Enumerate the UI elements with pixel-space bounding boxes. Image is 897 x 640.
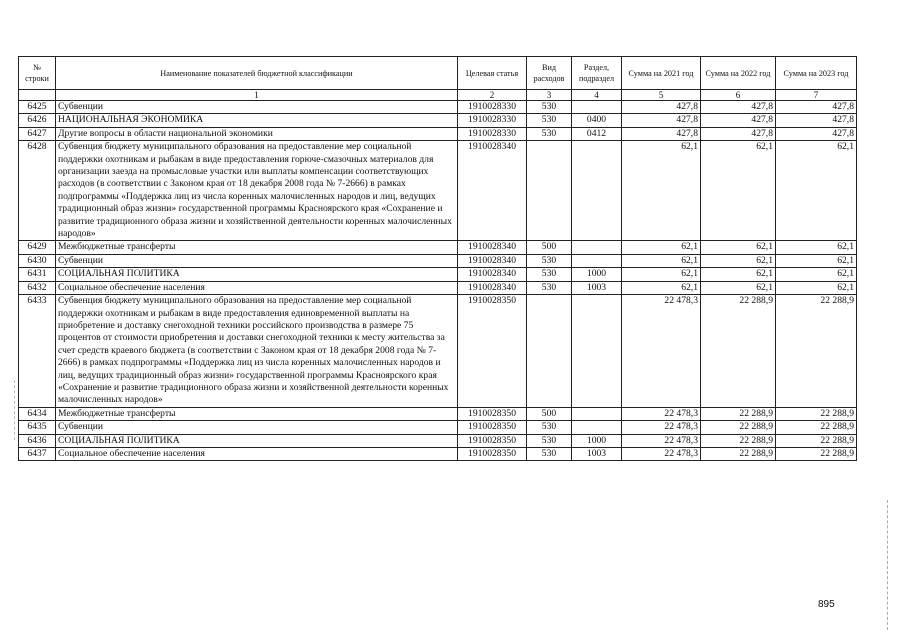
cell-target-article: 1910028330 xyxy=(458,127,527,140)
column-number: 2 xyxy=(458,90,527,101)
cell-section xyxy=(572,407,622,420)
cell-row-number: 6432 xyxy=(19,281,56,294)
header-sum-2022: Сумма на 2022 год xyxy=(701,57,776,90)
header-name: Наименование показателей бюджетной классификации xyxy=(56,57,458,90)
cell-name: СОЦИАЛЬНАЯ ПОЛИТИКА xyxy=(56,268,458,281)
cell-expense-kind: 530 xyxy=(527,254,572,267)
cell-section xyxy=(572,101,622,114)
scan-edge-mark xyxy=(887,500,889,630)
cell-target-article: 1910028350 xyxy=(458,421,527,434)
cell-expense-kind: 530 xyxy=(527,268,572,281)
cell-section: 0400 xyxy=(572,114,622,127)
table-row xyxy=(19,141,857,241)
budget-sheet xyxy=(18,56,856,461)
cell-sum-2022: 62,1 xyxy=(701,241,776,254)
column-number: 3 xyxy=(527,90,572,101)
cell-sum-2021: 427,8 xyxy=(622,114,701,127)
header-row-number: № строки xyxy=(19,57,56,90)
cell-sum-2022: 22 288,9 xyxy=(701,295,776,408)
cell-target-article: 1910028330 xyxy=(458,114,527,127)
cell-name: Социальное обеспечение населения xyxy=(56,447,458,460)
header-sum-2023: Сумма на 2023 год xyxy=(776,57,857,90)
header-sum-2021: Сумма на 2021 год xyxy=(622,57,701,90)
cell-name: Социальное обеспечение населения xyxy=(56,281,458,294)
cell-expense-kind: 530 xyxy=(527,127,572,140)
cell-section: 1003 xyxy=(572,447,622,460)
column-number: 5 xyxy=(622,90,701,101)
table-row xyxy=(19,281,857,294)
cell-sum-2022: 22 288,9 xyxy=(701,447,776,460)
cell-name: Субвенции xyxy=(56,421,458,434)
cell-sum-2021: 62,1 xyxy=(622,141,701,241)
cell-row-number: 6434 xyxy=(19,407,56,420)
cell-target-article: 1910028330 xyxy=(458,101,527,114)
cell-row-number: 6425 xyxy=(19,101,56,114)
cell-sum-2022: 22 288,9 xyxy=(701,407,776,420)
cell-sum-2021: 22 478,3 xyxy=(622,407,701,420)
table-row xyxy=(19,407,857,420)
cell-target-article: 1910028350 xyxy=(458,295,527,408)
table-body xyxy=(19,101,857,461)
cell-expense-kind: 530 xyxy=(527,447,572,460)
budget-table xyxy=(18,56,857,461)
cell-name: НАЦИОНАЛЬНАЯ ЭКОНОМИКА xyxy=(56,114,458,127)
column-number-row xyxy=(19,90,857,101)
cell-section xyxy=(572,254,622,267)
cell-expense-kind xyxy=(527,295,572,408)
cell-name: Межбюджетные трансферты xyxy=(56,241,458,254)
cell-sum-2021: 22 478,3 xyxy=(622,295,701,408)
column-number: 6 xyxy=(701,90,776,101)
cell-sum-2023: 62,1 xyxy=(776,281,857,294)
cell-target-article: 1910028350 xyxy=(458,434,527,447)
cell-sum-2023: 22 288,9 xyxy=(776,434,857,447)
cell-section xyxy=(572,141,622,241)
cell-target-article: 1910028340 xyxy=(458,241,527,254)
cell-sum-2023: 22 288,9 xyxy=(776,295,857,408)
column-number: 7 xyxy=(776,90,857,101)
cell-sum-2023: 62,1 xyxy=(776,254,857,267)
cell-row-number: 6436 xyxy=(19,434,56,447)
cell-target-article: 1910028340 xyxy=(458,268,527,281)
cell-sum-2023: 22 288,9 xyxy=(776,407,857,420)
column-number: 1 xyxy=(56,90,458,101)
cell-target-article: 1910028340 xyxy=(458,254,527,267)
cell-target-article: 1910028350 xyxy=(458,447,527,460)
table-row xyxy=(19,114,857,127)
cell-expense-kind: 530 xyxy=(527,101,572,114)
header-expense-kind: Вид расходов xyxy=(527,57,572,90)
column-number xyxy=(19,90,56,101)
cell-sum-2021: 427,8 xyxy=(622,101,701,114)
cell-sum-2023: 62,1 xyxy=(776,141,857,241)
cell-sum-2021: 427,8 xyxy=(622,127,701,140)
cell-row-number: 6431 xyxy=(19,268,56,281)
cell-name: Субвенции xyxy=(56,101,458,114)
cell-sum-2022: 427,8 xyxy=(701,127,776,140)
scan-edge-mark-left xyxy=(14,380,16,440)
cell-expense-kind: 500 xyxy=(527,241,572,254)
cell-expense-kind: 530 xyxy=(527,114,572,127)
cell-sum-2023: 62,1 xyxy=(776,241,857,254)
cell-sum-2023: 22 288,9 xyxy=(776,447,857,460)
cell-row-number: 6437 xyxy=(19,447,56,460)
cell-row-number: 6430 xyxy=(19,254,56,267)
cell-expense-kind: 500 xyxy=(527,407,572,420)
header-section: Раздел, подраздел xyxy=(572,57,622,90)
cell-sum-2023: 427,8 xyxy=(776,114,857,127)
cell-sum-2021: 22 478,3 xyxy=(622,447,701,460)
cell-sum-2022: 427,8 xyxy=(701,101,776,114)
cell-sum-2021: 62,1 xyxy=(622,254,701,267)
table-row xyxy=(19,421,857,434)
header-target-article: Целевая статья xyxy=(458,57,527,90)
cell-sum-2023: 22 288,9 xyxy=(776,421,857,434)
cell-sum-2023: 62,1 xyxy=(776,268,857,281)
table-row xyxy=(19,101,857,114)
cell-target-article: 1910028340 xyxy=(458,281,527,294)
cell-section xyxy=(572,421,622,434)
cell-row-number: 6426 xyxy=(19,114,56,127)
page-number: 895 xyxy=(818,599,835,610)
cell-expense-kind: 530 xyxy=(527,421,572,434)
cell-row-number: 6428 xyxy=(19,141,56,241)
table-row xyxy=(19,295,857,408)
cell-sum-2021: 22 478,3 xyxy=(622,434,701,447)
cell-sum-2022: 62,1 xyxy=(701,141,776,241)
table-row xyxy=(19,434,857,447)
cell-target-article: 1910028350 xyxy=(458,407,527,420)
table-row xyxy=(19,447,857,460)
table-header-row xyxy=(19,57,857,90)
cell-sum-2022: 22 288,9 xyxy=(701,434,776,447)
cell-expense-kind: 530 xyxy=(527,281,572,294)
cell-name: Субвенции xyxy=(56,254,458,267)
cell-sum-2022: 62,1 xyxy=(701,268,776,281)
cell-section xyxy=(572,295,622,408)
cell-sum-2022: 62,1 xyxy=(701,281,776,294)
cell-name: Другие вопросы в области национальной экономики xyxy=(56,127,458,140)
cell-name: Субвенция бюджету муниципального образования на предоставление мер социальной поддержки охотникам и рыбакам в виде предоставления горюче-смазочных материалов для организации заезда на промысловые участки или выплаты компенсации соответствующих расходов (в соответствии с Законом края от 18 декабря 2008 года № 7-2666) в рамках подпрограммы «Поддержка лиц из числа коренных малочисленных народов и лиц, ведущих традиционный образ жизни» государственной программы Красноярского края «Сохранение и развитие традиционного образа жизни и хозяйственной деятельности коренных малочисленных народов» xyxy=(56,141,458,241)
cell-sum-2022: 62,1 xyxy=(701,254,776,267)
cell-section xyxy=(572,241,622,254)
cell-section: 0412 xyxy=(572,127,622,140)
cell-expense-kind: 530 xyxy=(527,434,572,447)
column-number: 4 xyxy=(572,90,622,101)
cell-sum-2022: 22 288,9 xyxy=(701,421,776,434)
table-row xyxy=(19,127,857,140)
cell-name: СОЦИАЛЬНАЯ ПОЛИТИКА xyxy=(56,434,458,447)
table-row xyxy=(19,241,857,254)
cell-sum-2023: 427,8 xyxy=(776,101,857,114)
table-row xyxy=(19,254,857,267)
cell-sum-2023: 427,8 xyxy=(776,127,857,140)
cell-sum-2021: 22 478,3 xyxy=(622,421,701,434)
cell-sum-2022: 427,8 xyxy=(701,114,776,127)
cell-expense-kind xyxy=(527,141,572,241)
cell-target-article: 1910028340 xyxy=(458,141,527,241)
cell-row-number: 6427 xyxy=(19,127,56,140)
cell-row-number: 6429 xyxy=(19,241,56,254)
cell-section: 1000 xyxy=(572,434,622,447)
table-row xyxy=(19,268,857,281)
cell-section: 1003 xyxy=(572,281,622,294)
cell-sum-2021: 62,1 xyxy=(622,281,701,294)
cell-sum-2021: 62,1 xyxy=(622,268,701,281)
cell-row-number: 6433 xyxy=(19,295,56,408)
cell-name: Субвенция бюджету муниципального образования на предоставление мер социальной поддержки охотникам и рыбакам в виде предоставления единовременной выплаты на приобретение и доставку снегоходной техники российского производства в размере 75 процентов от стоимости приобретения и доставки снегоходной техники к месту жительства за счет средств краевого бюджета (в соответствии с Законом края от 18 декабря 2008 года № 7-2666) в рамках подпрограммы «Поддержка лиц из числа коренных малочисленных народов и лиц, ведущих традиционный образ жизни» государственной программы Красноярского края «Сохранение и развитие традиционного образа жизни и хозяйственной деятельности коренных малочисленных народов» xyxy=(56,295,458,408)
cell-row-number: 6435 xyxy=(19,421,56,434)
cell-sum-2021: 62,1 xyxy=(622,241,701,254)
cell-section: 1000 xyxy=(572,268,622,281)
cell-name: Межбюджетные трансферты xyxy=(56,407,458,420)
